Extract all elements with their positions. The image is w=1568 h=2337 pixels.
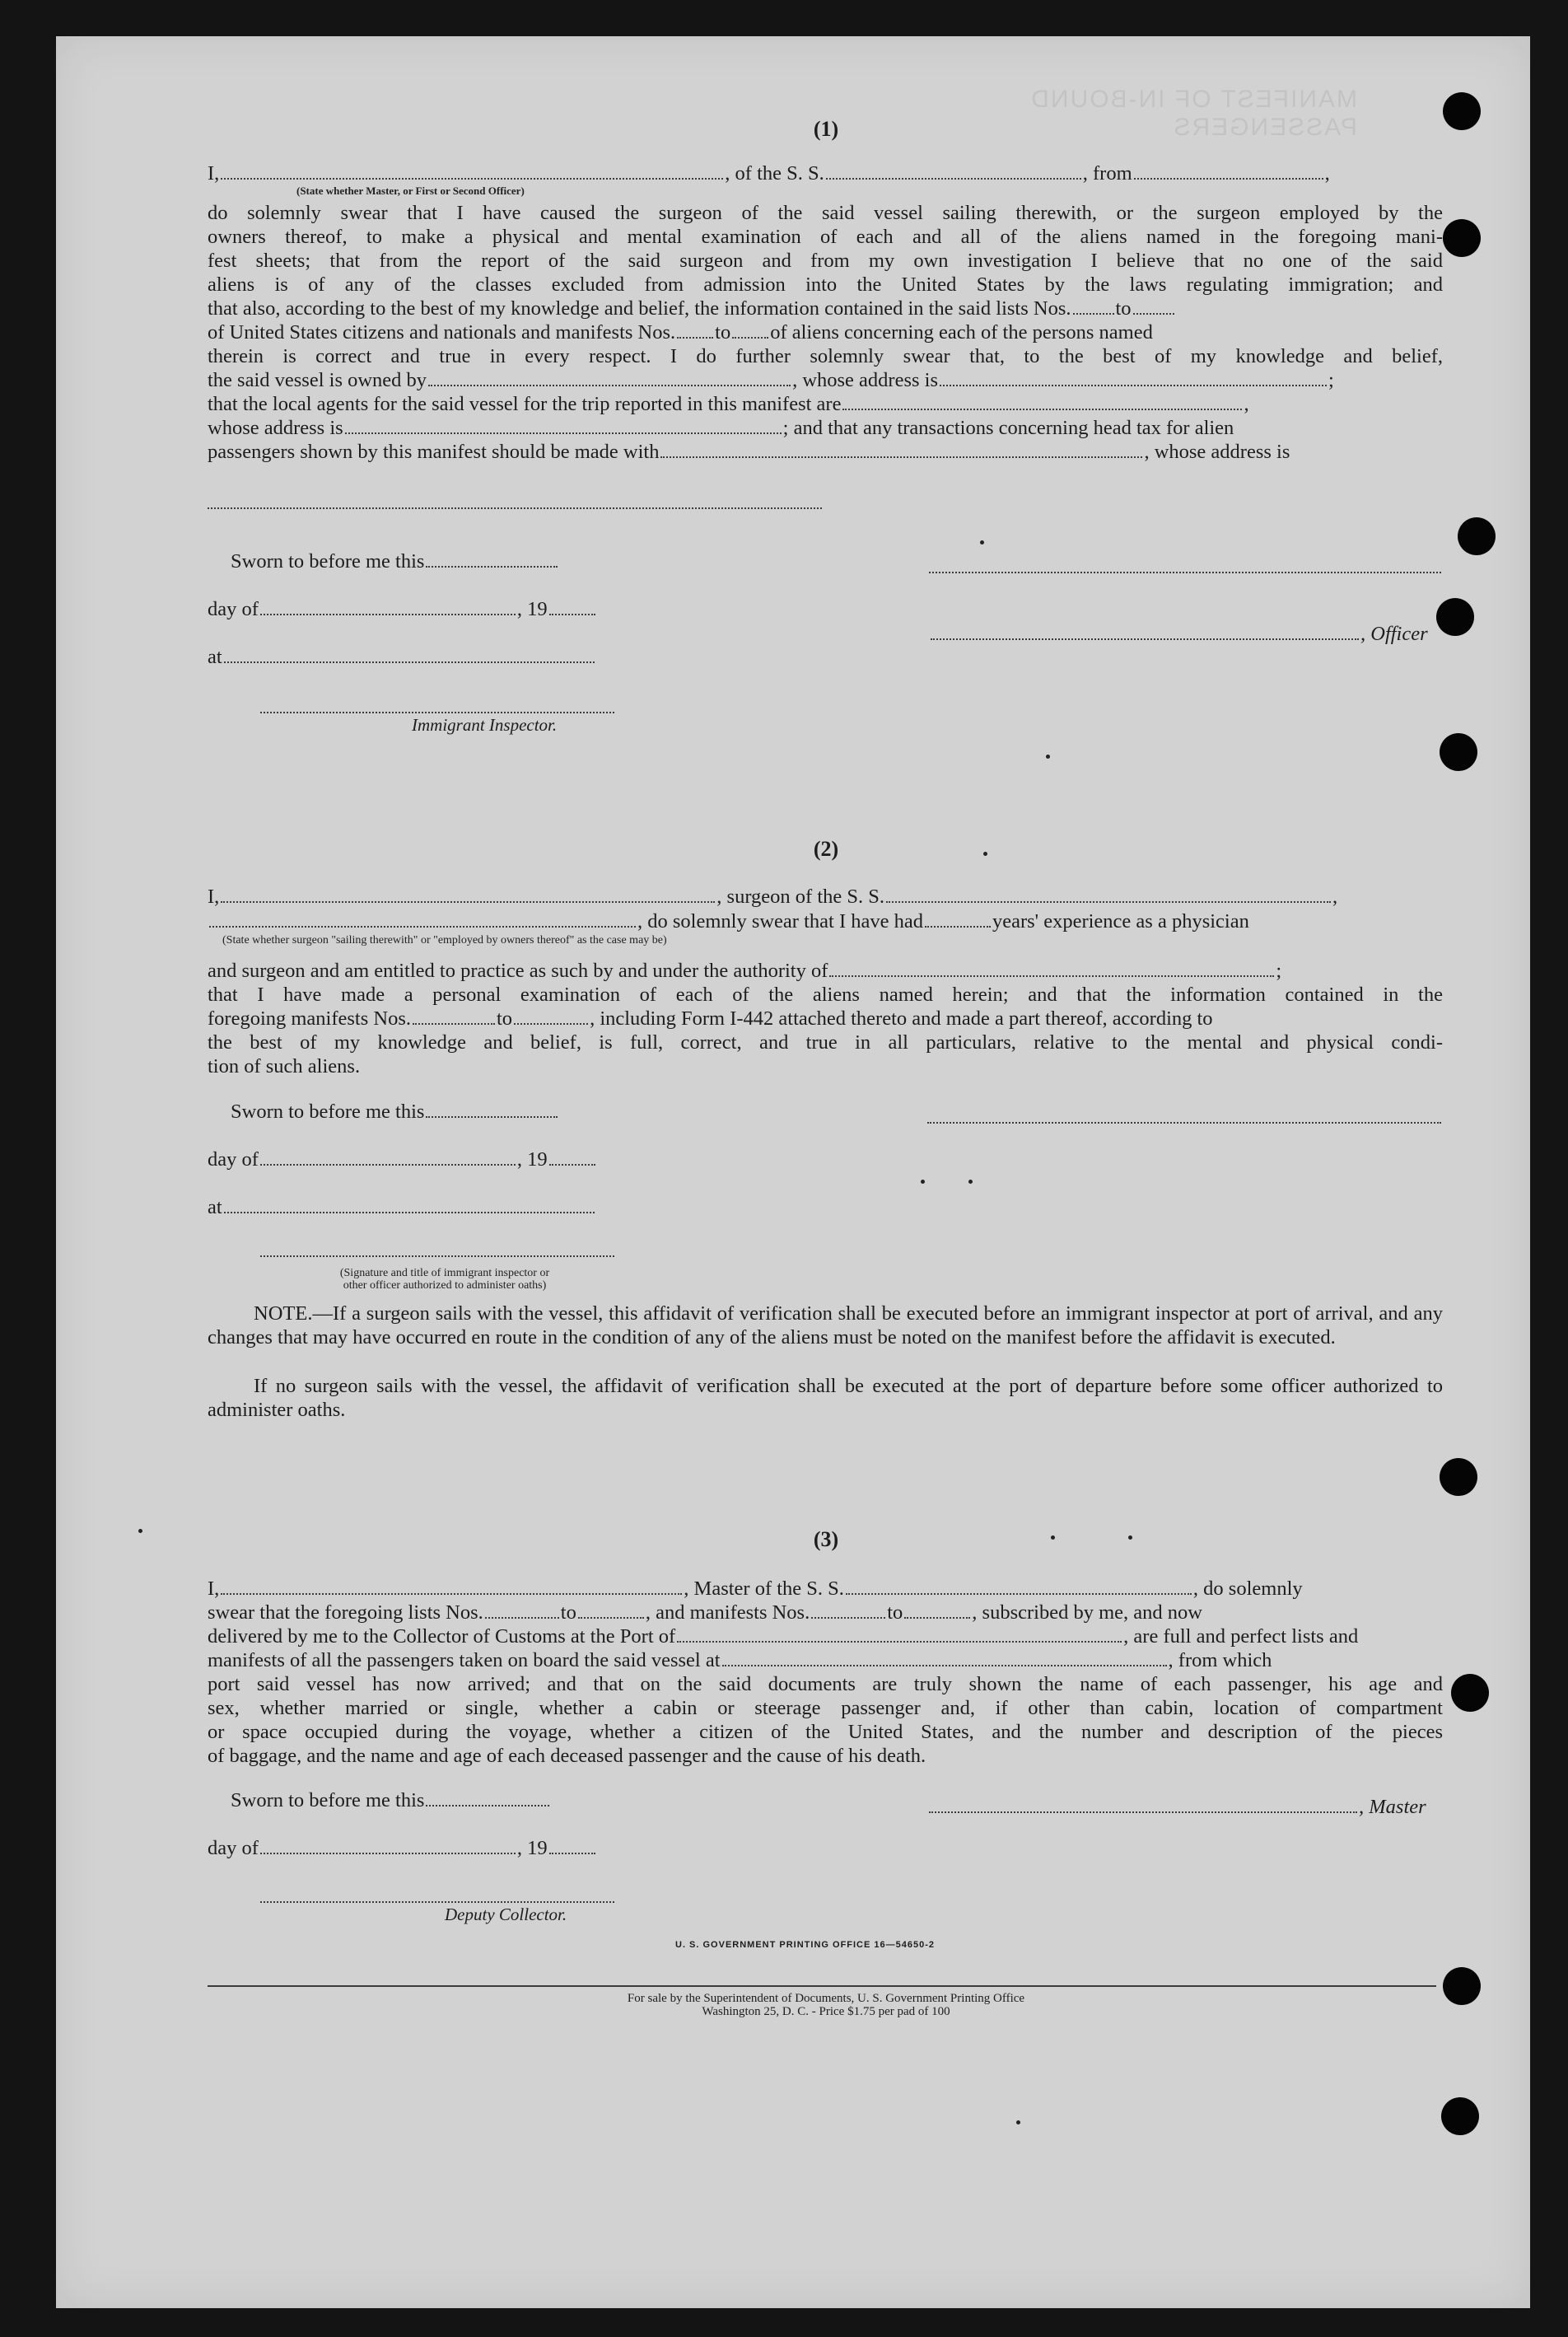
s1-day-line: day of , 19 [208, 598, 597, 621]
s1-paragraph-line-6: of United States citizens and nationals and manifests Nos. to of aliens concerning each of the persons named [208, 321, 1153, 344]
s1-paragraph-line-5: that also, according to the best of my knowledge and belief, the information contained in the said lists Nos. to [208, 297, 1443, 320]
s2-signature-caption: (Signature and title of immigrant inspector or other officer authorized to administer oaths) [339, 1267, 550, 1292]
vessel-name-blank [826, 162, 1081, 180]
s1-paragraph-line-1: do solemnly swear that I have caused the surgeon of the said vessel sailing therewith, or the surgeon employed by the [208, 202, 1443, 224]
owner-address-blank [940, 369, 1327, 386]
s2-at-line: at [208, 1196, 596, 1219]
punch-hole [1440, 1458, 1477, 1496]
s1-paragraph-line-10: whose address is ; and that any transactions concerning head tax for alien [208, 417, 1234, 439]
s1-sworn-label: Sworn to before me this [231, 550, 559, 573]
s1-paragraph-line-9: that the local agents for the said vessel for the trip reported in this manifest are , [208, 393, 1249, 415]
s2-inspector-signature-line [260, 1254, 614, 1257]
s3-paragraph-line-4: port said vessel has now arrived; and that on the said documents are truly shown the name of each passenger, his age and [208, 1673, 1443, 1695]
s3-master-name-blank [221, 1577, 682, 1595]
s1-oath-line-1: I, , of the S. S. , from , [208, 162, 1330, 185]
printing-office-imprint: U. S. GOVERNMENT PRINTING OFFICE 16—54650-2 [675, 1940, 936, 1950]
s1-paragraph-line-11: passengers shown by this manifest should be made with , whose address is [208, 441, 1290, 463]
note-surgeon-sails: NOTE.—If a surgeon sails with the vessel, this affidavit of verification shall be executed before an immigrant inspector at port of arrival, and any changes that may have occurred en route in the condition of any of the aliens must be noted on the manifest before the affidavit is executed. [208, 1302, 1443, 1348]
s2-paragraph-line-5: tion of such aliens. [208, 1055, 361, 1077]
section-1-number: (1) [813, 117, 839, 141]
s2-sworn-label: Sworn to before me this [231, 1101, 559, 1124]
s3-paragraph-line-7: of baggage, and the name and age of each deceased passenger and the cause of his death. [208, 1745, 926, 1767]
section-3-number: (3) [813, 1527, 839, 1551]
s2-paragraph-line-1: and surgeon and am entitled to practice as such by and under the authority of ; [208, 960, 1282, 982]
agents-blank [842, 393, 1242, 410]
agents-address-blank [345, 417, 782, 434]
s3-paragraph-line-3: manifests of all the passengers taken on board the said vessel at , from which [208, 1649, 1272, 1671]
head-tax-party-blank [660, 441, 1142, 458]
master-caption: (State whether Master, or First or Second Officer) [296, 185, 525, 197]
authority-blank [829, 960, 1274, 977]
s3-paragraph-line-5: sex, whether married or single, whether a cabin or steerage passenger and, if other than cabin, location of compartment [208, 1697, 1443, 1719]
s2-oath-line-2: , do solemnly swear that I have had years' experience as a physician [208, 909, 1443, 933]
s3-master-line: , Master [927, 1796, 1426, 1819]
s2-paragraph-line-3: foregoing manifests Nos. to , including Form I-442 attached thereto and made a part thereof, according to [208, 1007, 1213, 1030]
s1-inspector-signature-line [260, 710, 614, 713]
s2-paragraph-line-4: the best of my knowledge and belief, is full, correct, and true in all particulars, relative to the mental and physical condi- [208, 1031, 1443, 1054]
s1-inspector-caption: Immigrant Inspector. [412, 715, 558, 735]
surgeon-caption: (State whether surgeon "sailing therewith" or "employed by owners thereof" as the case may be) [222, 934, 667, 946]
s3-paragraph-line-6: or space occupied during the voyage, whether a citizen of the United States, and the number and description of the pieces [208, 1721, 1443, 1743]
years-blank [925, 910, 991, 928]
s1-paragraph-line-4: aliens is of any of the classes excluded from admission into the United States by the laws regulating immigration; and [208, 273, 1443, 296]
s2-surgeon-signature-line [927, 1120, 1441, 1124]
master-name-blank [221, 162, 723, 180]
punch-hole [1443, 92, 1481, 130]
footer-rule [208, 1985, 1436, 1987]
from-port-blank [1134, 162, 1323, 180]
punch-hole [1440, 733, 1477, 771]
section-2-number: (2) [813, 837, 839, 861]
s3-day-line: day of , 19 [208, 1837, 597, 1860]
punch-hole [1441, 2097, 1479, 2135]
port-of-departure-blank [722, 1649, 1167, 1666]
s3-paragraph-line-1: swear that the foregoing lists Nos. to , and manifests Nos. to , subscribed by me, and now [208, 1601, 1202, 1624]
collector-signature-line [260, 1900, 614, 1903]
s1-master-signature-line [929, 570, 1441, 573]
s1-paragraph-line-3: fest sheets; that from the report of the said surgeon and from my own investigation I believe that no one of the said [208, 250, 1443, 272]
s3-oath-line-1: I, , Master of the S. S. , do solemnly [208, 1577, 1303, 1600]
s1-paragraph-line-2: owners thereof, to make a physical and mental examination of each and all of the aliens named in the foregoing mani- [208, 226, 1443, 248]
punch-hole [1436, 598, 1474, 636]
s1-at-line: at [208, 646, 596, 669]
s3-sworn-label: Sworn to before me this [231, 1789, 551, 1812]
s2-oath-line-1: I, , surgeon of the S. S. , [208, 886, 1338, 908]
s2-paragraph-line-2: that I have made a personal examination of each of the aliens named herein; and that the information contained in the [208, 984, 1443, 1006]
punch-hole [1443, 1967, 1481, 2005]
form-sheet [56, 36, 1530, 2308]
s2-vessel-blank [886, 886, 1331, 903]
head-tax-address-blank [208, 506, 822, 509]
s3-paragraph-line-2: delivered by me to the Collector of Customs at the Port of , are full and perfect lists and [208, 1625, 1359, 1648]
bleed-through-text: MANIFEST OF IN-BOUND PASSENGERS [1029, 86, 1357, 141]
punch-hole [1458, 517, 1496, 555]
sale-notice-line-1: For sale by the Superintendent of Documents, U. S. Government Printing Office [627, 1992, 1025, 2005]
collector-caption: Deputy Collector. [445, 1905, 567, 1924]
s1-paragraph-line-7: therein is correct and true in every respect. I do further solemnly swear that, to the best of my knowledge and belief, [208, 345, 1443, 367]
surgeon-name-blank [221, 886, 715, 903]
s3-vessel-blank [846, 1577, 1192, 1595]
s2-day-line: day of , 19 [208, 1148, 597, 1171]
s1-paragraph-line-8: the said vessel is owned by , whose address is ; [208, 369, 1334, 391]
punch-hole [1443, 219, 1481, 257]
owner-blank [428, 369, 791, 386]
note-no-surgeon: If no surgeon sails with the vessel, the affidavit of verification shall be executed at the port of departure before some officer authorized to administer oaths. [208, 1375, 1443, 1421]
punch-hole [1451, 1674, 1489, 1712]
sale-notice-line-2: Washington 25, D. C. - Price $1.75 per pad of 100 [702, 2005, 950, 2018]
s1-officer-line: , Officer [929, 623, 1428, 646]
port-of-arrival-blank [677, 1625, 1122, 1643]
